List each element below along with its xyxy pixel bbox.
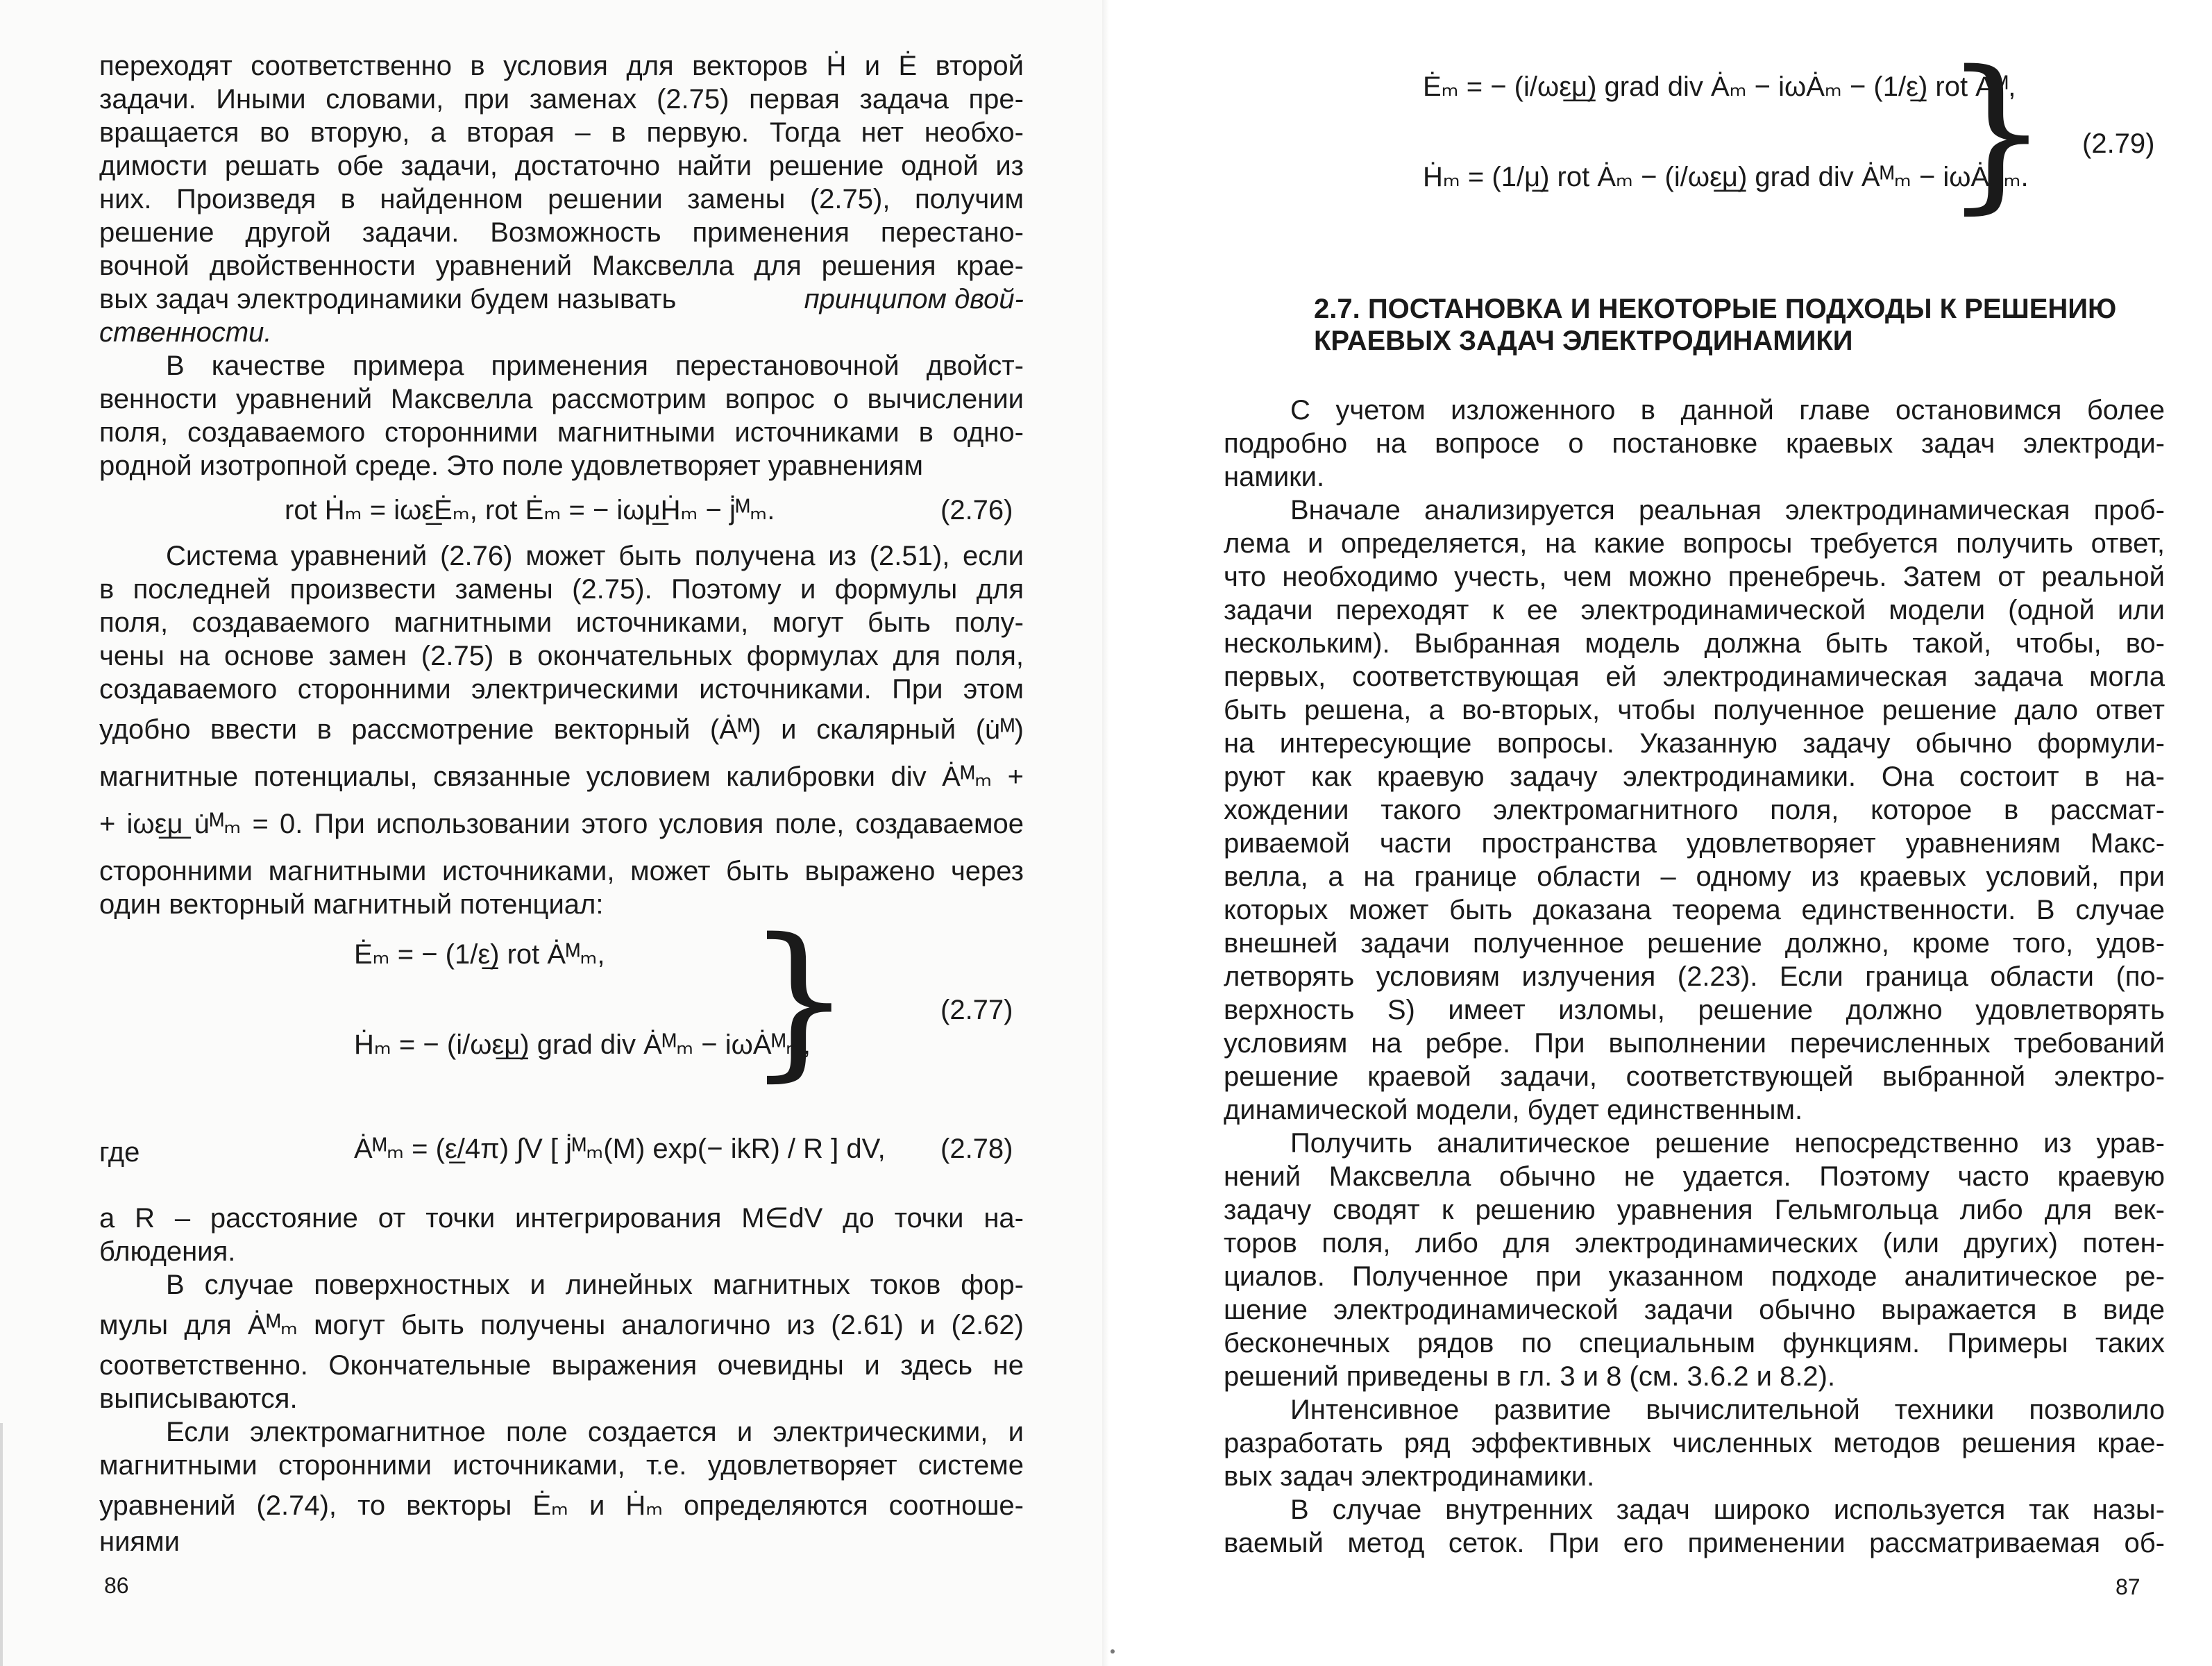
text-line: уравнений (2.74), то векторы Ėₘ и Ḣₘ определяются соотноше- [99,1490,1024,1521]
text-line: магнитные потенциалы, связанные условием калибровки div Ȧᴹₘ + [99,762,1024,792]
equation-number: (2.79) [2082,128,2155,159]
text-line: переходят соответственно в условия для векторов Ḣ и Ė второй [99,51,1024,81]
text-line: разработать ряд эффективных численных методов решения крае- [1224,1428,2165,1458]
text-line: задачу сводят к решению уравнения Гельмгольца либо для век- [1224,1195,2165,1225]
text-line: один векторный магнитный потенциал: [99,889,604,920]
paragraph-start: Если электромагнитное поле создается и электрическими, и [166,1417,1024,1447]
paragraph-start: Система уравнений (2.76) может быть получена из (2.51), если [166,541,1024,571]
text-line: поля, создаваемого магнитными источниками, могут быть полу- [99,607,1024,638]
text-line: задачи. Иными словами, при заменах (2.75) первая задача пре- [99,84,1024,115]
equation-2-76: rot Ḣₘ = iωε̲Ėₘ, rot Ėₘ = − iωμ̲Ḣₘ − j̇ᴹₘ. [285,495,775,525]
section-heading-line-1: 2.7. ПОСТАНОВКА И НЕКОТОРЫЕ ПОДХОДЫ К РЕШЕНИЮ [1314,294,2117,324]
scan-speck [1111,1649,1115,1654]
text-line: родной изотропной среде. Это поле удовлетворяет уравнениям [99,451,923,481]
text-line-with-term [99,282,1024,317]
text-line: верхность S) имеет изломы, решение должно удовлетворять [1224,995,2165,1025]
text-line: вочной двойственности уравнений Максвелла для решения крае- [99,251,1024,281]
text-line: ниями [99,1526,180,1557]
text-fragment: вых задач электродинамики будем называть [99,284,677,314]
equation-2-79-line-1: Ėₘ = − (i/ωε̲μ̲) grad div Ȧₘ − iωȦₘ − (1/ε̲) rot Ȧᴹ, [1423,71,2016,102]
paragraph-start: В случае внутренних задач широко используется так назы- [1290,1495,2165,1525]
text-line: а R – расстояние от точки интегрирования M∈dV до точки на- [99,1203,1024,1234]
text-line: нескольким). Выбранная модель должна быть такой, чтобы, во- [1224,628,2165,659]
text-line: поля, создаваемого сторонними магнитными источниками в одно- [99,417,1024,448]
text-line: сторонними магнитными источниками, может быть выражено через [99,856,1024,886]
book-gutter [1102,0,1109,1666]
right-brace: } [1943,35,2050,229]
text-line: + iωε̲μ̲ u̇ᴹₘ = 0. При использовании этого условия поле, создаваемое [99,809,1024,839]
text-line: соответственно. Окончательные выражения очевидны и здесь не [99,1350,1024,1381]
text-line: шение электродинамической задачи обычно выражается в виде [1224,1295,2165,1325]
text-line: димости решать обе задачи, достаточно найти решение одной из [99,151,1024,181]
equation-number: (2.76) [940,495,1013,525]
paragraph-start: С учетом изложенного в данной главе остановимся более [1290,395,2165,426]
text-line: чены на основе замен (2.75) в окончательных формулах для поля, [99,641,1024,671]
text-line: подробно на вопросе о постановке краевых задач электроди- [1224,428,2165,459]
text-line: магнитными сторонними источниками, т.е. удовлетворяет системе [99,1450,1024,1481]
text-line: лема и определяется, на какие вопросы требуется получить ответ, [1224,528,2165,559]
paragraph-start: В случае поверхностных и линейных магнитных токов фор- [166,1270,1024,1300]
page-edge-shadow [0,1423,3,1666]
text-line: риваемой части пространства удовлетворяет уравнениям Макс- [1224,828,2165,859]
text-line: намики. [1224,462,1325,492]
equation-2-77-line-1: Ėₘ = − (1/ε̲) rot Ȧᴹₘ, [354,939,605,970]
text-line: руют как краевую задачу электродинамики. Она состоит в на- [1224,762,2165,792]
text-line: быть решена, а во-вторых, чтобы полученное решение дало ответ [1224,695,2165,725]
text-line: хождении такого электромагнитного поля, которое в рассмат- [1224,795,2165,825]
text-line: на интересующие вопросы. Указанную задачу обычно формули- [1224,728,2165,759]
right-brace: } [746,902,852,1097]
text-line: что необходимо учесть, чем можно пренебречь. Затем от реальной [1224,562,2165,592]
text-line: вых задач электродинамики. [1224,1461,1595,1492]
text-line: вращается во вторую, а вторая – в первую. Тогда нет необхо- [99,117,1024,148]
text-line: создаваемого сторонними электрическими источниками. При этом [99,674,1024,705]
equation-2-79-line-2: Ḣₘ = (1/μ̲) rot Ȧₘ − (i/ωε̲μ̲) grad div Ȧᴹₘ − iωȦᴹₘ. [1423,162,2029,192]
text-line: бесконечных рядов по специальным функциям. Примеры таких [1224,1328,2165,1358]
text-line: решение краевой задачи, соответствующей выбранной электро- [1224,1061,2165,1092]
paragraph-start: Получить аналитическое решение непосредственно из урав- [1290,1128,2165,1159]
equation-number: (2.77) [940,995,1013,1025]
equation-number: (2.78) [940,1134,1013,1164]
paragraph-start: Интенсивное развитие вычислительной техники позволило [1290,1395,2165,1425]
text-line: удобно ввести в рассмотрение векторный (Ȧᴹ) и скалярный (u̇ᴹ) [99,714,1024,745]
text-line: велла, а на границе области – одному из краевых условий, при [1224,861,2165,892]
text-line: решений приведены в гл. 3 и 8 (см. 3.6.2 и 8.2). [1224,1361,1836,1392]
text-line: торов поля, либо для электродинамических (или других) потен- [1224,1228,2165,1259]
equation-2-77-line-2: Ḣₘ = − (i/ωε̲μ̲) grad div Ȧᴹₘ − iωȦᴹₘ, [354,1029,811,1060]
text-line: условиям на ребре. При выполнении перечисленных требований [1224,1028,2165,1059]
text-line: летворять условиям излучения (2.23). Если граница области (по- [1224,961,2165,992]
equation-2-78: Ȧᴹₘ = (ε̲/4π) ∫V [ j̇ᴹₘ(M) exp(− ikR) / R ] dV, [354,1134,886,1164]
page-number-left: 86 [104,1573,129,1598]
paragraph-start: Вначале анализируется реальная электродинамическая проб- [1290,495,2165,525]
text-line: венности уравнений Максвелла рассмотрим вопрос о вычислении [99,384,1024,414]
text-line: них. Произведя в найденном решении замены (2.75), получим [99,184,1024,214]
text-line: блюдения. [99,1236,236,1267]
text-line: динамической модели, будет единственным. [1224,1095,1803,1125]
text-line: мулы для Ȧᴹₘ могут быть получены аналогично из (2.61) и (2.62) [99,1310,1024,1340]
paragraph-start: В качестве примера применения перестановочной двойст- [166,351,1024,381]
text-line: решение другой задачи. Возможность применения перестано- [99,217,1024,248]
term-italic-continuation: ственности. [99,317,272,348]
text-line: которых может быть доказана теорема единственности. В случае [1224,895,2165,925]
text-line: задачи переходят к ее электродинамической модели (одной или [1224,595,2165,625]
text-line: выписываются. [99,1383,298,1414]
term-italic: принципом двой- [804,284,1024,314]
text-line: циалов. Полученное при указанном подходе аналитическое ре- [1224,1261,2165,1292]
text-line: внешней задачи полученное решение должно, кроме того, удов- [1224,928,2165,959]
text-line: где [99,1137,140,1168]
text-line: в последней произвести замены (2.75). Поэтому и формулы для [99,574,1024,605]
page-number-right: 87 [2116,1574,2141,1599]
text-line: первых, соответствующая ей электродинамическая задача могла [1224,662,2165,692]
text-line: нений Максвелла обычно не удается. Поэтому часто краевую [1224,1161,2165,1192]
section-heading-line-2: КРАЕВЫХ ЗАДАЧ ЭЛЕКТРОДИНАМИКИ [1314,326,1853,356]
text-line: ваемый метод сеток. При его применении рассматриваемая об- [1224,1528,2165,1558]
